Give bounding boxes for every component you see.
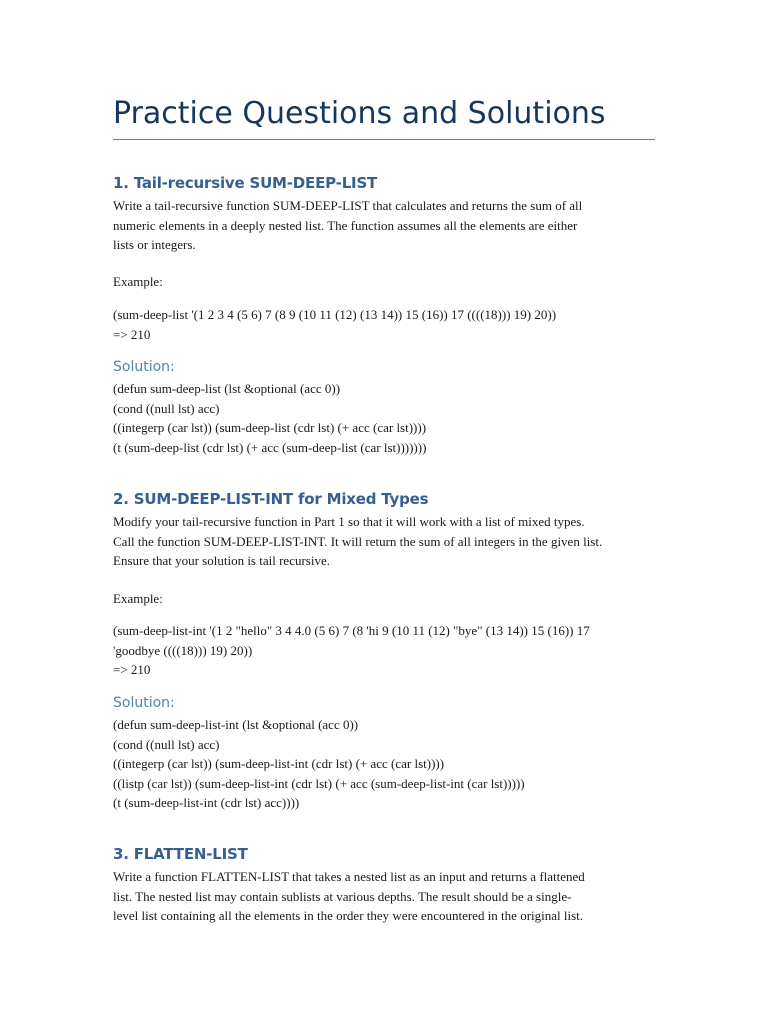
section-3-heading: 3. FLATTEN-LIST <box>113 845 248 863</box>
section-2-description-line: Ensure that your solution is tail recursive. <box>113 553 330 568</box>
section-3-description-line: list. The nested list may contain sublists at various depths. The result should be a single- <box>113 888 572 904</box>
code-line: (cond ((null lst) acc) <box>113 400 220 416</box>
section-1-example-label: Example: <box>113 274 163 289</box>
code-line: ((integerp (car lst)) (sum-deep-list (cdr lst) (+ acc (car lst)))) <box>113 420 427 435</box>
section-2-example-label: Example: <box>113 591 163 606</box>
section-1-solution-code <box>113 379 426 457</box>
title-divider <box>113 139 655 140</box>
section-2-heading: 2. SUM-DEEP-LIST-INT for Mixed Types <box>113 490 429 508</box>
page-title: Practice Questions and Solutions <box>113 96 606 131</box>
section-2-example-line: (sum-deep-list-int '(1 2 "hello" 3 4 4.0 (5 6) 7 (8 'hi 9 (10 11 (12) "bye" (13 14)) 15 (16)) 17 <box>113 623 590 638</box>
code-line: (cond ((null lst) acc) <box>113 736 220 752</box>
section-2-description-line: Call the function SUM-DEEP-LIST-INT. It will return the sum of all integers in the given list. <box>113 533 603 549</box>
section-3-description <box>113 867 658 926</box>
section-1-description-line: numeric elements in a deeply nested list. The function assumes all the elements are either <box>113 217 578 233</box>
section-2-example <box>113 621 658 680</box>
code-line: (defun sum-deep-list-int (lst &optional (acc 0)) <box>113 717 359 732</box>
section-1-example <box>113 305 658 344</box>
code-line: (defun sum-deep-list (lst &optional (acc 0)) <box>113 381 341 396</box>
section-1-solution-label: Solution: <box>113 359 175 375</box>
section-3-description-line: level list containing all the elements in the order they were encountered in the original list. <box>113 908 584 923</box>
section-1-description-line: Write a tail-recursive function SUM-DEEP-LIST that calculates and returns the sum of all <box>113 198 583 213</box>
code-line: (t (sum-deep-list-int (cdr lst) acc)))) <box>113 795 300 810</box>
section-2-example-line: 'goodbye ((((18))) 19) 20)) <box>113 642 253 658</box>
section-2-example-line: => 210 <box>113 662 151 677</box>
section-1-description <box>113 196 658 255</box>
code-line: ((listp (car lst)) (sum-deep-list-int (cdr lst) (+ acc (sum-deep-list-int (car lst))))) <box>113 775 525 791</box>
code-line: ((integerp (car lst)) (sum-deep-list-int (cdr lst) (+ acc (car lst)))) <box>113 756 445 771</box>
section-2-solution-label: Solution: <box>113 695 175 711</box>
section-1-example-line: (sum-deep-list '(1 2 3 4 (5 6) 7 (8 9 (10 11 (12) (13 14)) 15 (16)) 17 ((((18))) 19) 20)) <box>113 307 557 322</box>
section-1-heading: 1. Tail-recursive SUM-DEEP-LIST <box>113 174 378 192</box>
section-2-description-line: Modify your tail-recursive function in Part 1 so that it will work with a list of mixed types. <box>113 514 585 529</box>
section-1-example-line: => 210 <box>113 326 151 342</box>
code-line: (t (sum-deep-list (cdr lst) (+ acc (sum-deep-list (car lst))))))) <box>113 439 427 455</box>
section-2-description <box>113 512 658 571</box>
section-2-solution-code <box>113 715 525 813</box>
section-1-description-line: lists or integers. <box>113 237 196 252</box>
section-3-description-line: Write a function FLATTEN-LIST that takes a nested list as an input and returns a flattened <box>113 869 585 884</box>
